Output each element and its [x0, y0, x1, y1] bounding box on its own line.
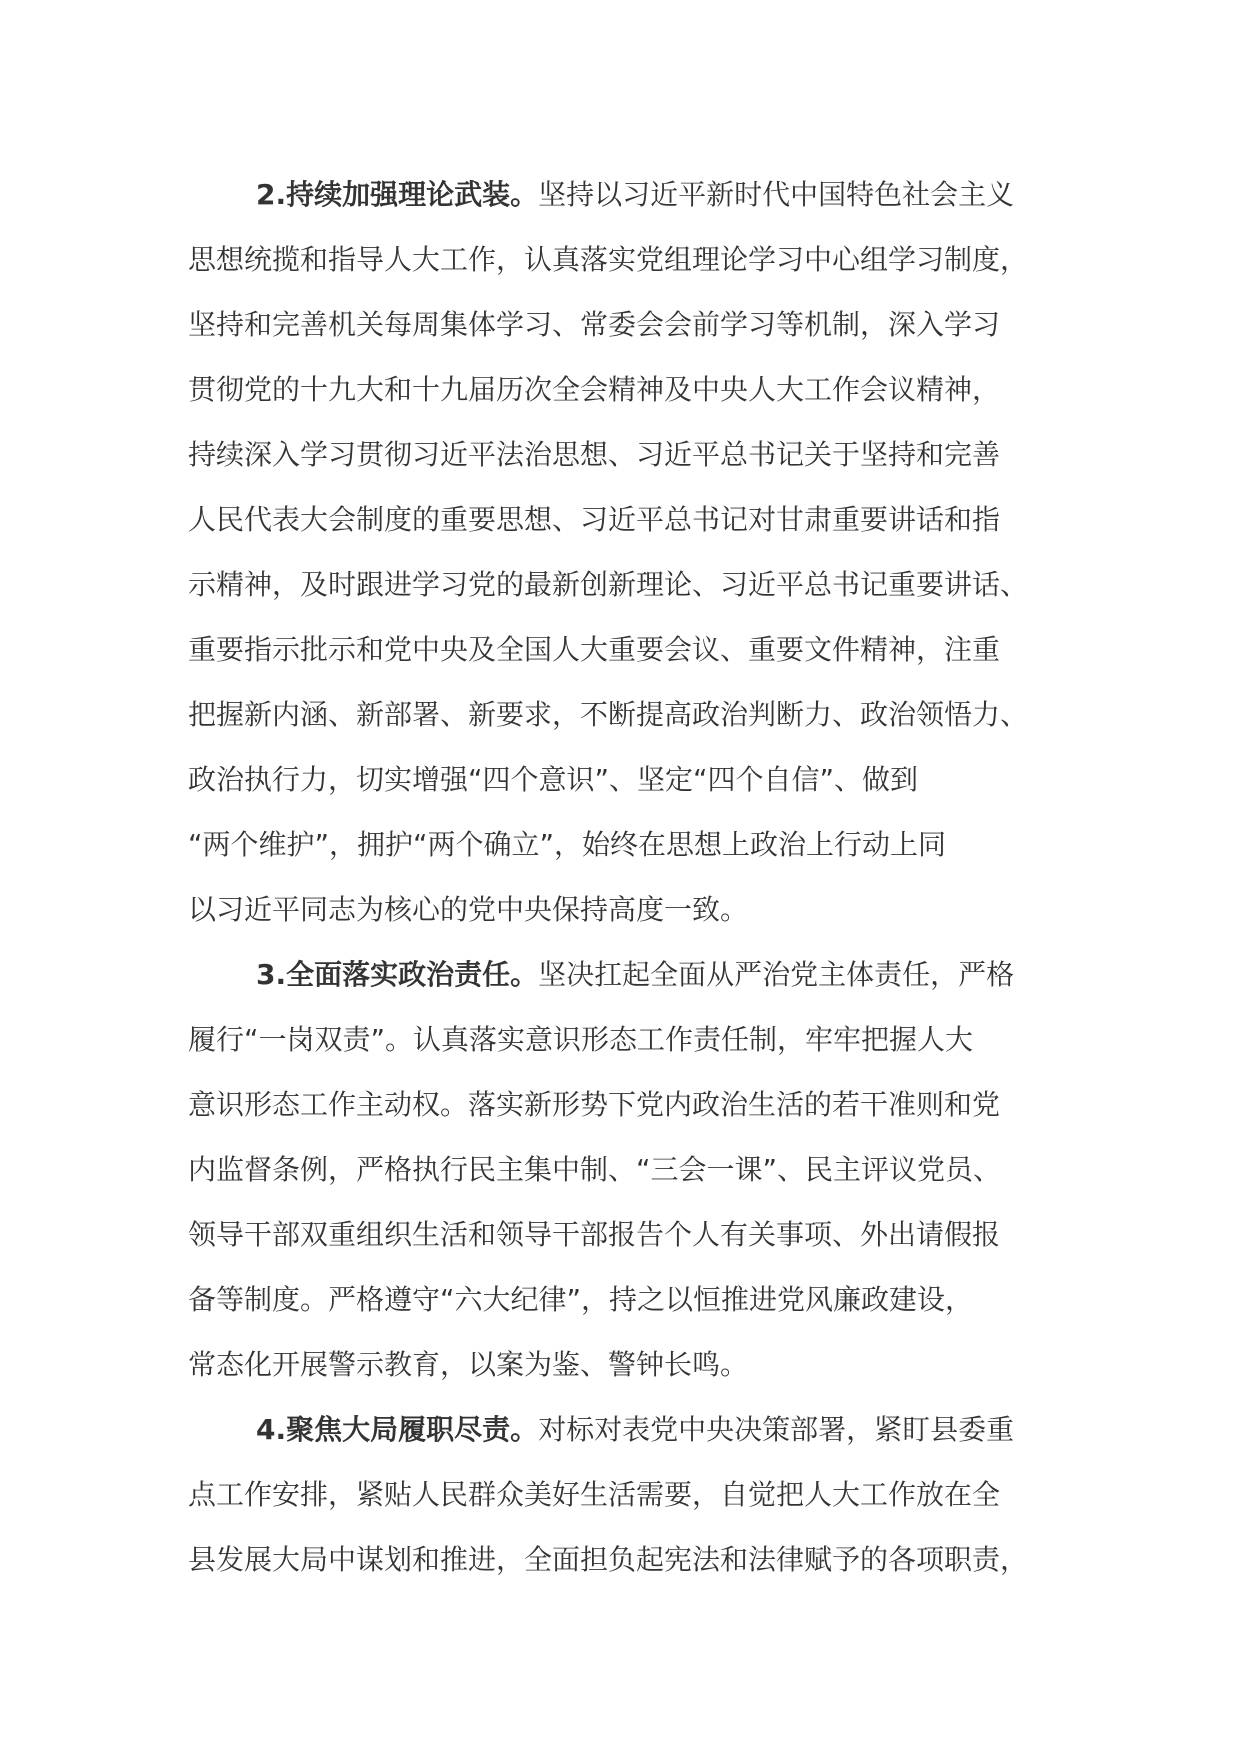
paragraph-line: 领导干部双重组织生活和领导干部报告个人有关事项、外出请假报: [188, 1218, 1001, 1251]
paragraph-line: 内监督条例，严格执行民主集中制、“三会一课”、民主评议党员、: [188, 1153, 1002, 1186]
paragraph-4: [188, 1397, 1058, 1592]
paragraph-line: 县发展大局中谋划和推进，全面担负起宪法和法律赋予的各项职责，: [188, 1543, 1029, 1576]
paragraph-2: [188, 162, 1058, 942]
paragraph-line: 点工作安排，紧贴人民群众美好生活需要，自觉把人大工作放在全: [188, 1478, 1001, 1511]
paragraph-line: 把握新内涵、新部署、新要求，不断提高政治判断力、政治领悟力、: [188, 698, 1029, 731]
paragraph-line: [188, 942, 1058, 1007]
paragraph-line: [188, 162, 1058, 227]
paragraph-line: 持续深入学习贯彻习近平法治思想、习近平总书记关于坚持和完善: [188, 438, 1001, 471]
paragraph-line: 政治执行力，切实增强“四个意识”、坚定“四个自信”、做到: [188, 763, 919, 796]
paragraph-line: 重要指示批示和党中央及全国人大重要会议、重要文件精神，注重: [188, 633, 1001, 666]
document-page: [188, 162, 1058, 1592]
paragraph-3: [188, 942, 1058, 1397]
paragraph-text: 坚决扛起全面从严治党主体责任，严格: [538, 958, 1015, 991]
paragraph-line: 贯彻党的十九大和十九届历次全会精神及中央人大工作会议精神，: [188, 373, 1001, 406]
paragraph-line: [188, 1397, 1058, 1462]
paragraph-text: 坚持以习近平新时代中国特色社会主义: [538, 178, 1015, 211]
paragraph-line: 坚持和完善机关每周集体学习、常委会会前学习等机制，深入学习: [188, 308, 1001, 341]
paragraph-line: 履行“一岗双责”。认真落实意识形态工作责任制，牢牢把握人大: [188, 1023, 974, 1056]
paragraph-line: 人民代表大会制度的重要思想、习近平总书记对甘肃重要讲话和指: [188, 503, 1001, 536]
paragraph-line: 以习近平同志为核心的党中央保持高度一致。: [188, 893, 749, 926]
paragraph-heading: 2.持续加强理论武装。: [256, 178, 539, 211]
paragraph-line: 思想统揽和指导人大工作，认真落实党组理论学习中心组学习制度，: [188, 243, 1029, 276]
paragraph-line: 备等制度。严格遵守“六大纪律”，持之以恒推进党风廉政建设，: [188, 1283, 974, 1316]
paragraph-line: 常态化开展警示教育，以案为鉴、警钟长鸣。: [188, 1348, 749, 1381]
paragraph-heading: 4.聚焦大局履职尽责。: [256, 1413, 539, 1446]
paragraph-heading: 3.全面落实政治责任。: [256, 958, 539, 991]
paragraph-text: 对标对表党中央决策部署，紧盯县委重: [538, 1413, 1015, 1446]
paragraph-line: 意识形态工作主动权。落实新形势下党内政治生活的若干准则和党: [188, 1088, 1001, 1121]
paragraph-line: “两个维护”，拥护“两个确立”，始终在思想上政治上行动上同: [188, 828, 947, 861]
paragraph-line: 示精神，及时跟进学习党的最新创新理论、习近平总书记重要讲话、: [188, 568, 1029, 601]
